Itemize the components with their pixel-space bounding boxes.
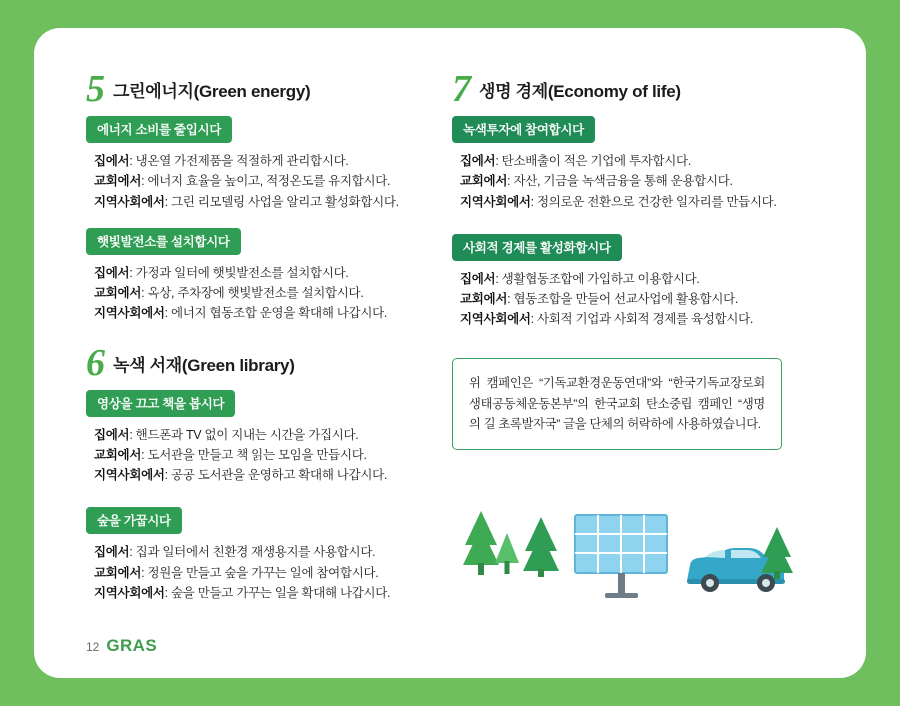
action-line <box>460 151 812 171</box>
action-text: : 정의로운 전환으로 건강한 일자리를 만듭시다. <box>530 194 777 209</box>
brochure-page <box>34 28 866 678</box>
action-label: 지역사회에서 <box>460 312 531 327</box>
action-text: : 정원을 만들고 숲을 가꾸는 일에 참여합시다. <box>141 565 379 580</box>
subsection <box>86 390 436 486</box>
subsection <box>86 116 436 212</box>
action-text: : 에너지 효율을 높이고, 적정온도를 유지합시다. <box>141 174 391 189</box>
content-columns <box>34 28 866 678</box>
action-text: : 탄소배출이 적은 기업에 투자합시다. <box>495 154 691 168</box>
tree-group <box>463 511 559 577</box>
subsection-lines <box>86 263 436 324</box>
action-text: : 숲을 만들고 가꾸는 일을 확대해 나갑시다. <box>164 585 391 600</box>
section-header <box>86 66 436 110</box>
action-text: : 자산, 기금을 녹색금융을 통해 운용합시다. <box>507 174 733 189</box>
section-number: 7 <box>452 68 471 110</box>
action-label: 집에서 <box>94 154 130 168</box>
section-green-energy <box>86 66 436 324</box>
action-label: 교회에서 <box>94 565 142 580</box>
section-number: 6 <box>86 341 105 384</box>
action-label: 교회에서 <box>94 174 142 189</box>
action-text: : 집과 일터에서 친환경 재생용지를 사용합시다. <box>129 545 376 560</box>
subsection-pill: 숲을 가꿉시다 <box>86 507 182 534</box>
action-line <box>94 283 436 303</box>
section-green-library <box>86 340 436 604</box>
action-text: : 사회적 기업과 사회적 경제를 육성합시다. <box>530 312 754 327</box>
section-header <box>452 66 812 110</box>
action-label: 교회에서 <box>460 174 508 189</box>
action-line <box>94 563 436 583</box>
subsection-lines <box>86 425 436 486</box>
action-label: 집에서 <box>94 265 130 280</box>
subsection-pill: 사회적 경제를 활성화합시다 <box>452 234 622 261</box>
subsection <box>452 234 812 330</box>
section-number: 5 <box>86 68 105 110</box>
brand-logo: GRAS <box>106 636 158 655</box>
action-line <box>94 465 436 485</box>
action-label: 교회에서 <box>94 447 142 462</box>
action-label: 집에서 <box>94 427 130 442</box>
action-label: 지역사회에서 <box>94 585 165 600</box>
action-label: 지역사회에서 <box>94 306 165 321</box>
action-line <box>460 289 812 309</box>
action-text: : 그린 리모델링 사업을 알리고 활성화합시다. <box>164 194 399 209</box>
section-title: 그린에너지(Green energy) <box>113 82 311 101</box>
section-title: 생명 경제(Economy of life) <box>479 82 681 101</box>
page-number: 12 <box>86 640 100 654</box>
action-text: : 가정과 일터에 햇빛발전소를 설치합시다. <box>129 265 349 280</box>
eco-illustration <box>459 493 799 603</box>
action-line <box>94 151 436 171</box>
action-line <box>460 192 812 212</box>
subsection-pill: 영상을 끄고 책을 봅시다 <box>86 390 235 417</box>
page-footer <box>86 636 157 656</box>
subsection-lines <box>452 151 812 212</box>
action-line <box>94 303 436 323</box>
action-text: : 도서관을 만들고 책 읽는 모임을 만듭시다. <box>141 447 367 462</box>
action-text: : 옥상, 주차장에 햇빛발전소를 설치합시다. <box>141 286 364 300</box>
subsection-lines <box>86 151 436 212</box>
subsection <box>86 507 436 603</box>
left-column <box>86 66 436 619</box>
action-line <box>94 445 436 465</box>
action-line <box>460 269 812 289</box>
action-label: 집에서 <box>460 154 496 168</box>
action-line <box>94 425 436 445</box>
subsection <box>86 228 436 324</box>
action-label: 교회에서 <box>460 292 508 306</box>
credit-notice-text: 위 캠페인은 “기독교환경운동연대”와 “한국기독교장로회 생태공동체운동본부”의 한국교회 탄소중립 캠페인 “생명의 길 초록발자국” 글을 단체의 허락하에 사용하였습니다. <box>469 376 765 432</box>
action-label: 지역사회에서 <box>94 194 165 209</box>
tree-icon <box>761 527 793 579</box>
action-text: : 공공 도서관을 운영하고 확대해 나갑시다. <box>164 468 388 482</box>
action-label: 지역사회에서 <box>460 194 531 209</box>
right-column <box>452 66 812 346</box>
action-text: : 생활협동조합에 가입하고 이용합시다. <box>495 271 700 286</box>
action-text: : 협동조합을 만들어 선교사업에 활용합시다. <box>507 292 739 306</box>
subsection-pill: 햇빛발전소를 설치합시다 <box>86 228 241 255</box>
action-text: : 에너지 협동조합 운영을 확대해 나갑시다. <box>164 306 388 321</box>
action-line <box>94 192 436 212</box>
credit-notice-box <box>452 358 782 450</box>
action-line <box>94 583 436 603</box>
action-label: 집에서 <box>94 545 130 560</box>
subsection-pill: 녹색투자에 참여합시다 <box>452 116 595 143</box>
action-label: 지역사회에서 <box>94 468 165 482</box>
action-label: 집에서 <box>460 271 496 286</box>
subsection-lines <box>452 269 812 330</box>
subsection-pill: 에너지 소비를 줄입시다 <box>86 116 232 143</box>
subsection-lines <box>86 542 436 603</box>
action-text: : 핸드폰과 TV 없이 지내는 시간을 가집시다. <box>129 427 359 442</box>
action-line <box>94 171 436 191</box>
section-title: 녹색 서재(Green library) <box>113 355 295 375</box>
action-text: : 냉온열 가전제품을 적절하게 관리합시다. <box>129 154 349 168</box>
action-label: 교회에서 <box>94 286 142 300</box>
solar-panel-icon <box>575 515 667 598</box>
subsection <box>452 116 812 212</box>
action-line <box>460 171 812 191</box>
action-line <box>460 309 812 329</box>
action-line <box>94 542 436 562</box>
action-line <box>94 263 436 283</box>
section-header <box>86 340 436 384</box>
section-economy-of-life <box>452 66 812 330</box>
